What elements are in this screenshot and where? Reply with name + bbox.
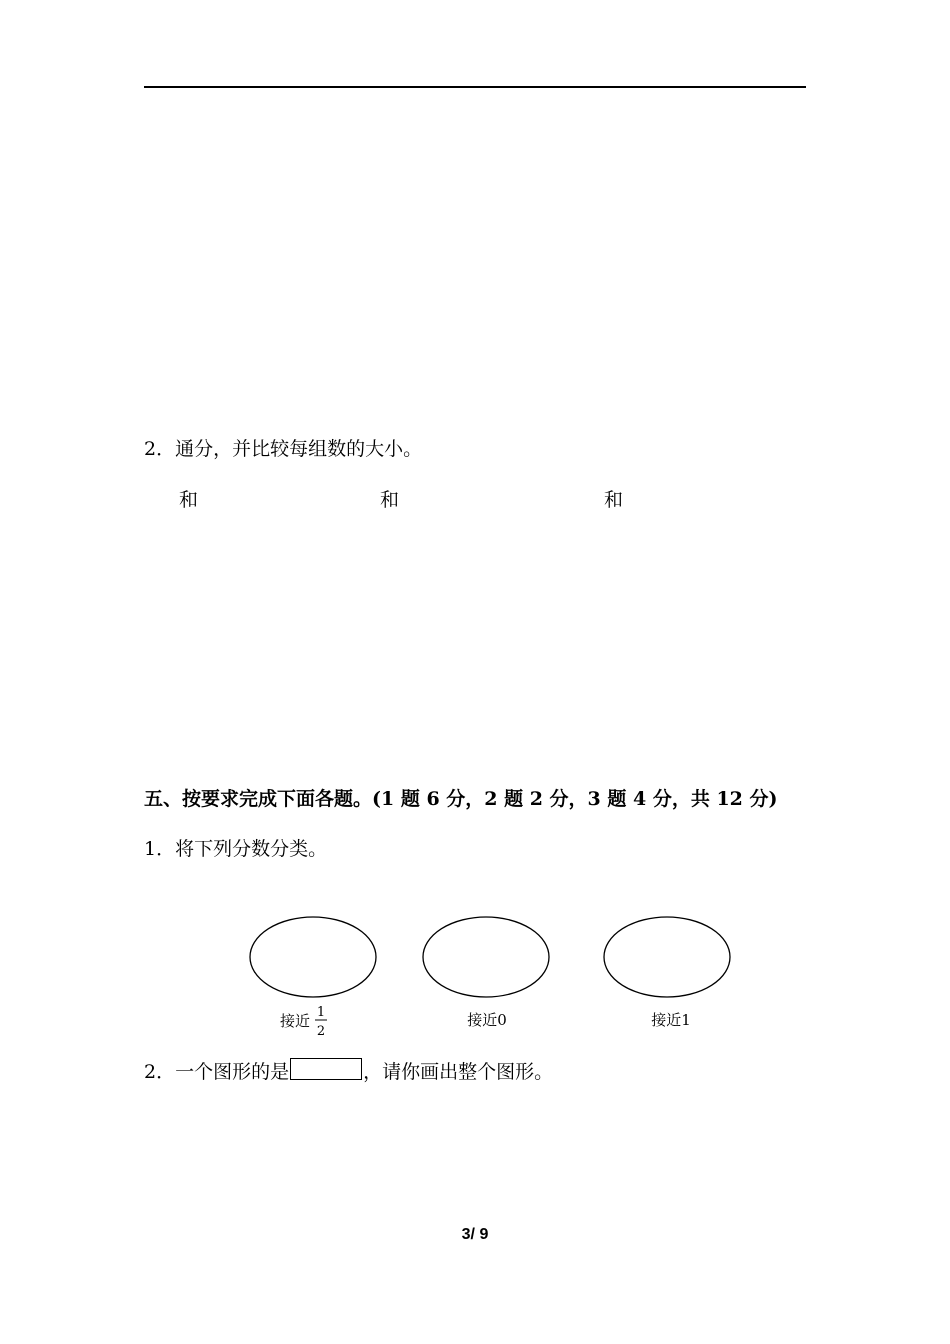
pair-label-2: 和: [380, 489, 400, 511]
header-rule: [144, 86, 806, 88]
pair-label-1: 和: [179, 489, 199, 511]
question-number: 2．: [144, 438, 176, 460]
page-number: 3/ 9: [461, 1226, 489, 1243]
classification-ovals: [248, 915, 734, 1040]
oval-label-near-half-prefix: 接近: [280, 1012, 311, 1030]
oval-near-half: [250, 917, 376, 997]
question-number: 1．: [144, 838, 176, 860]
question-text: 通分，并比较每组数的大小。: [175, 438, 423, 460]
oval-label-near-half-num: 1: [316, 1005, 326, 1020]
question-number: 2．: [144, 1061, 176, 1083]
oval-near-one: [604, 917, 730, 997]
question-text: 将下列分数分类。: [175, 838, 328, 860]
pair-label-3: 和: [604, 489, 624, 511]
oval-label-near-one: 接近1: [651, 1011, 691, 1029]
question-text-after: ，请你画出整个图形。: [363, 1061, 554, 1083]
oval-near-zero: [423, 917, 549, 997]
section-5-question-2: [144, 1057, 553, 1084]
section-5-title: 五、按要求完成下面各题。(1 题 6 分，2 题 2 分，3 题 4 分，共 12 分): [144, 788, 778, 810]
question-2-line: [144, 434, 422, 461]
section-5-question-1: [144, 834, 327, 861]
oval-label-near-zero: 接近0: [467, 1011, 507, 1029]
oval-label-near-half-den: 2: [316, 1024, 326, 1039]
rectangle-figure: [290, 1058, 362, 1080]
question-text-before: 一个图形的是: [175, 1061, 290, 1083]
